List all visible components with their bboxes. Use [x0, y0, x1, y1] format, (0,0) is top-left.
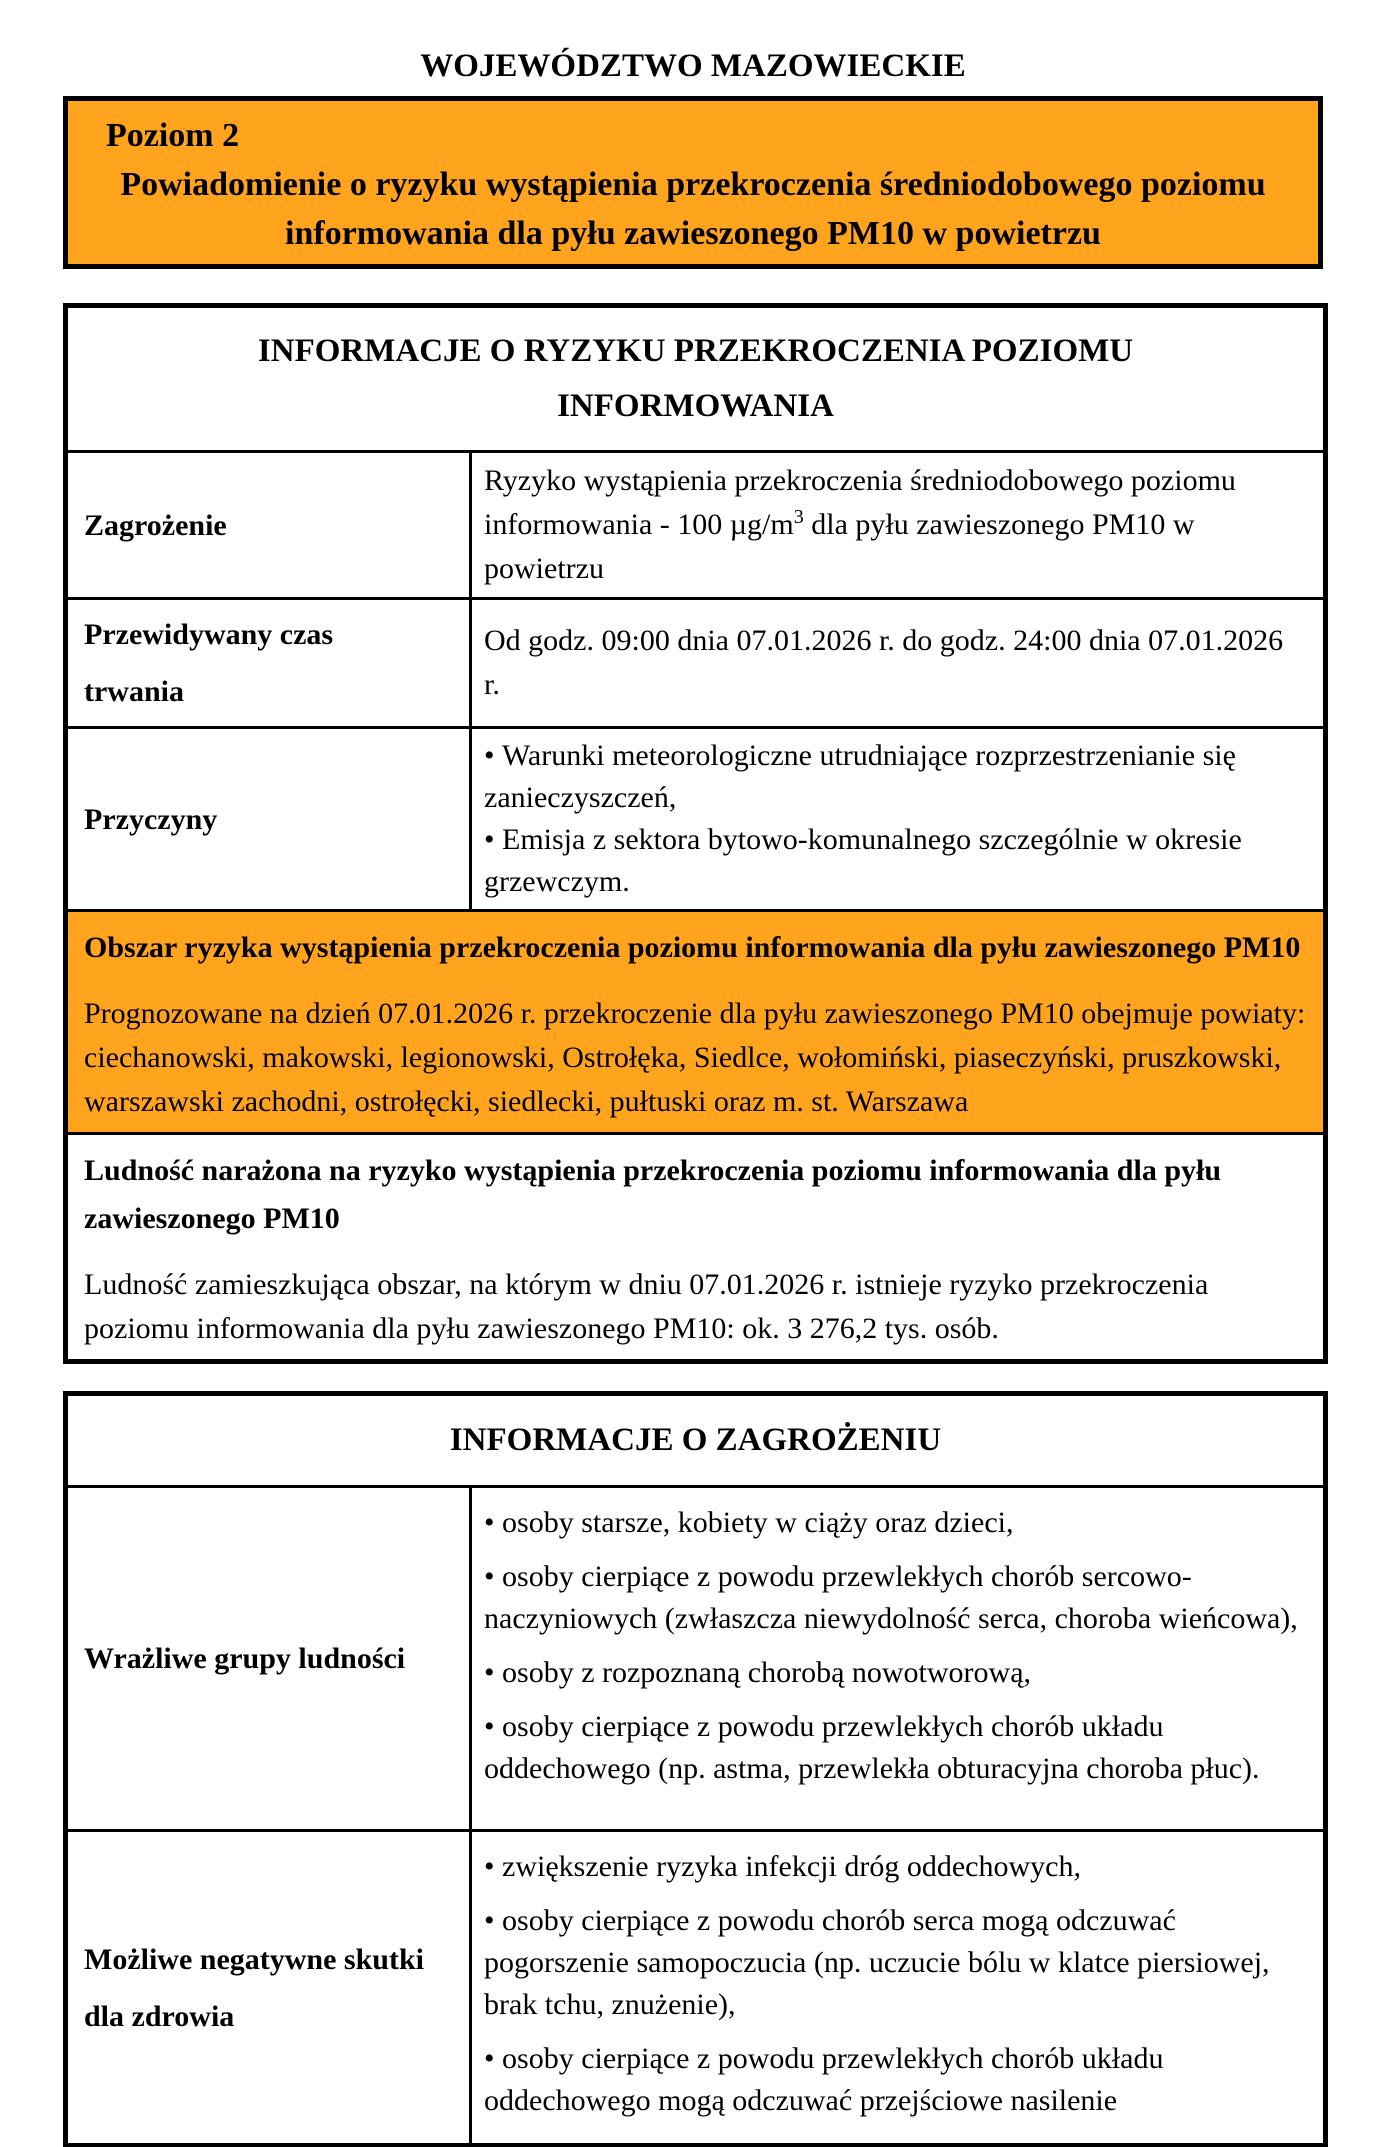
hazard-table-header-row — [66, 1394, 1326, 1487]
bullet-item: • osoby cierpiące z powodu przewlekłych chorób sercowo-naczyniowych (zwłaszcza niewydolność serca, choroba wieńcowa), — [484, 1556, 1305, 1640]
alert-subtitle: Powiadomienie o ryzyku wystąpienia przekroczenia średniodobowego poziomu informowania dla pyłu zawieszonego PM10 w powietrzu — [120, 166, 1266, 252]
document-title: WOJEWÓDZTWO MAZOWIECKIE — [420, 48, 966, 84]
risk-info-table — [63, 303, 1328, 1364]
population-text: Ludność zamieszkująca obszar, na którym w dniu 07.01.2026 r. istnieje ryzyko przekroczenia poziomu informowania dla pyłu zawieszonego PM10: ok. 3 276,2 tys. osób. — [84, 1268, 1209, 1345]
bullet-item: • Warunki meteorologiczne utrudniające rozprzestrzenianie się zanieczyszczeń, — [484, 735, 1305, 819]
table-row — [66, 1487, 1326, 1831]
row-label-czas-trwania — [66, 599, 471, 728]
area-risk-text: Prognozowane na dzień 07.01.2026 r. przekroczenie dla pyłu zawieszonego PM10 obejmuje powiaty: ciechanowski, makowski, legionowski, Ostrołęka, Siedlce, wołomiński, piaseczyński, pruszkowski, warszawski zachodni, ostrołęcki, siedlecki, pułtuski oraz m. st. Warszawa — [84, 997, 1306, 1118]
table-row — [66, 599, 1326, 728]
area-risk-row — [66, 911, 1326, 1134]
zagrozenie-text-suffix: dla pyłu zawieszonego PM10 w powietrzu — [484, 508, 1195, 585]
bullet-item: • osoby cierpiące z powodu chorób serca mogą odczuwać pogorszenie samopoczucia (np. uczucie bólu w klatce piersiowej, brak tchu, znużenie), — [484, 1900, 1305, 2026]
bullet-item: • zwiększenie ryzyka infekcji dróg oddechowych, — [484, 1846, 1305, 1888]
bullet-item: • osoby starsze, kobiety w ciąży oraz dzieci, — [484, 1502, 1305, 1544]
label-line-1: Możliwe negatywne skutki — [84, 1942, 424, 1976]
alert-banner — [63, 96, 1323, 269]
document-content — [63, 0, 1323, 2147]
risk-table-header-row — [66, 306, 1326, 452]
table-row — [66, 1831, 1326, 2146]
area-risk-section — [66, 911, 1326, 1134]
row-value-mozliwe-skutki — [471, 1831, 1326, 2146]
table-row — [66, 452, 1326, 599]
row-label-przyczyny: Przyczyny — [66, 728, 471, 911]
alert-level-label: Poziom 2 — [106, 117, 240, 154]
bullet-item: • osoby cierpiące z powodu przewlekłych chorób układu oddechowego (np. astma, przewlekła obturacyjna choroba płuc). — [484, 1706, 1305, 1790]
population-heading: Ludność narażona na ryzyko wystąpienia przekroczenia poziomu informowania dla pyłu zawieszonego PM10 — [84, 1154, 1222, 1235]
risk-table-header: INFORMACJE O RYZYKU PRZEKROCZENIA POZIOMU INFORMOWANIA — [66, 306, 1326, 452]
bullet-item: • Emisja z sektora bytowo-komunalnego szczególnie w okresie grzewczym. — [484, 819, 1305, 903]
label-line-1: Przewidywany czas — [84, 618, 334, 651]
population-row — [66, 1134, 1326, 1362]
label-line-2: trwania — [84, 675, 184, 708]
bullet-item: • osoby cierpiące z powodu przewlekłych chorób układu oddechowego mogą odczuwać przejściowe nasilenie — [484, 2038, 1305, 2122]
row-label-zagrozenie: Zagrożenie — [66, 452, 471, 599]
row-value-wrazliwe-grupy — [471, 1487, 1326, 1831]
hazard-table-header: INFORMACJE O ZAGROŻENIU — [66, 1394, 1326, 1487]
population-section — [66, 1134, 1326, 1362]
table-row — [66, 728, 1326, 911]
zagrozenie-text: Ryzyko wystąpienia przekroczenia średniodobowego poziomu informowania - 100 µg/m — [484, 464, 1236, 541]
label-line-2: dla zdrowia — [84, 1999, 235, 2033]
bullet-item: • osoby z rozpoznaną chorobą nowotworową, — [484, 1652, 1305, 1694]
row-label-wrazliwe-grupy: Wrażliwe grupy ludności — [66, 1487, 471, 1831]
row-value-czas-trwania: Od godz. 09:00 dnia 07.01.2026 r. do godz. 24:00 dnia 07.01.2026 r. — [471, 599, 1326, 728]
row-value-przyczyny — [471, 728, 1326, 911]
hazard-info-table — [63, 1391, 1328, 2147]
row-label-mozliwe-skutki — [66, 1831, 471, 2146]
superscript-3: 3 — [793, 506, 804, 528]
row-value-zagrozenie — [471, 452, 1326, 599]
area-risk-heading: Obszar ryzyka wystąpienia przekroczenia poziomu informowania dla pyłu zawieszonego PM10 — [84, 931, 1301, 964]
